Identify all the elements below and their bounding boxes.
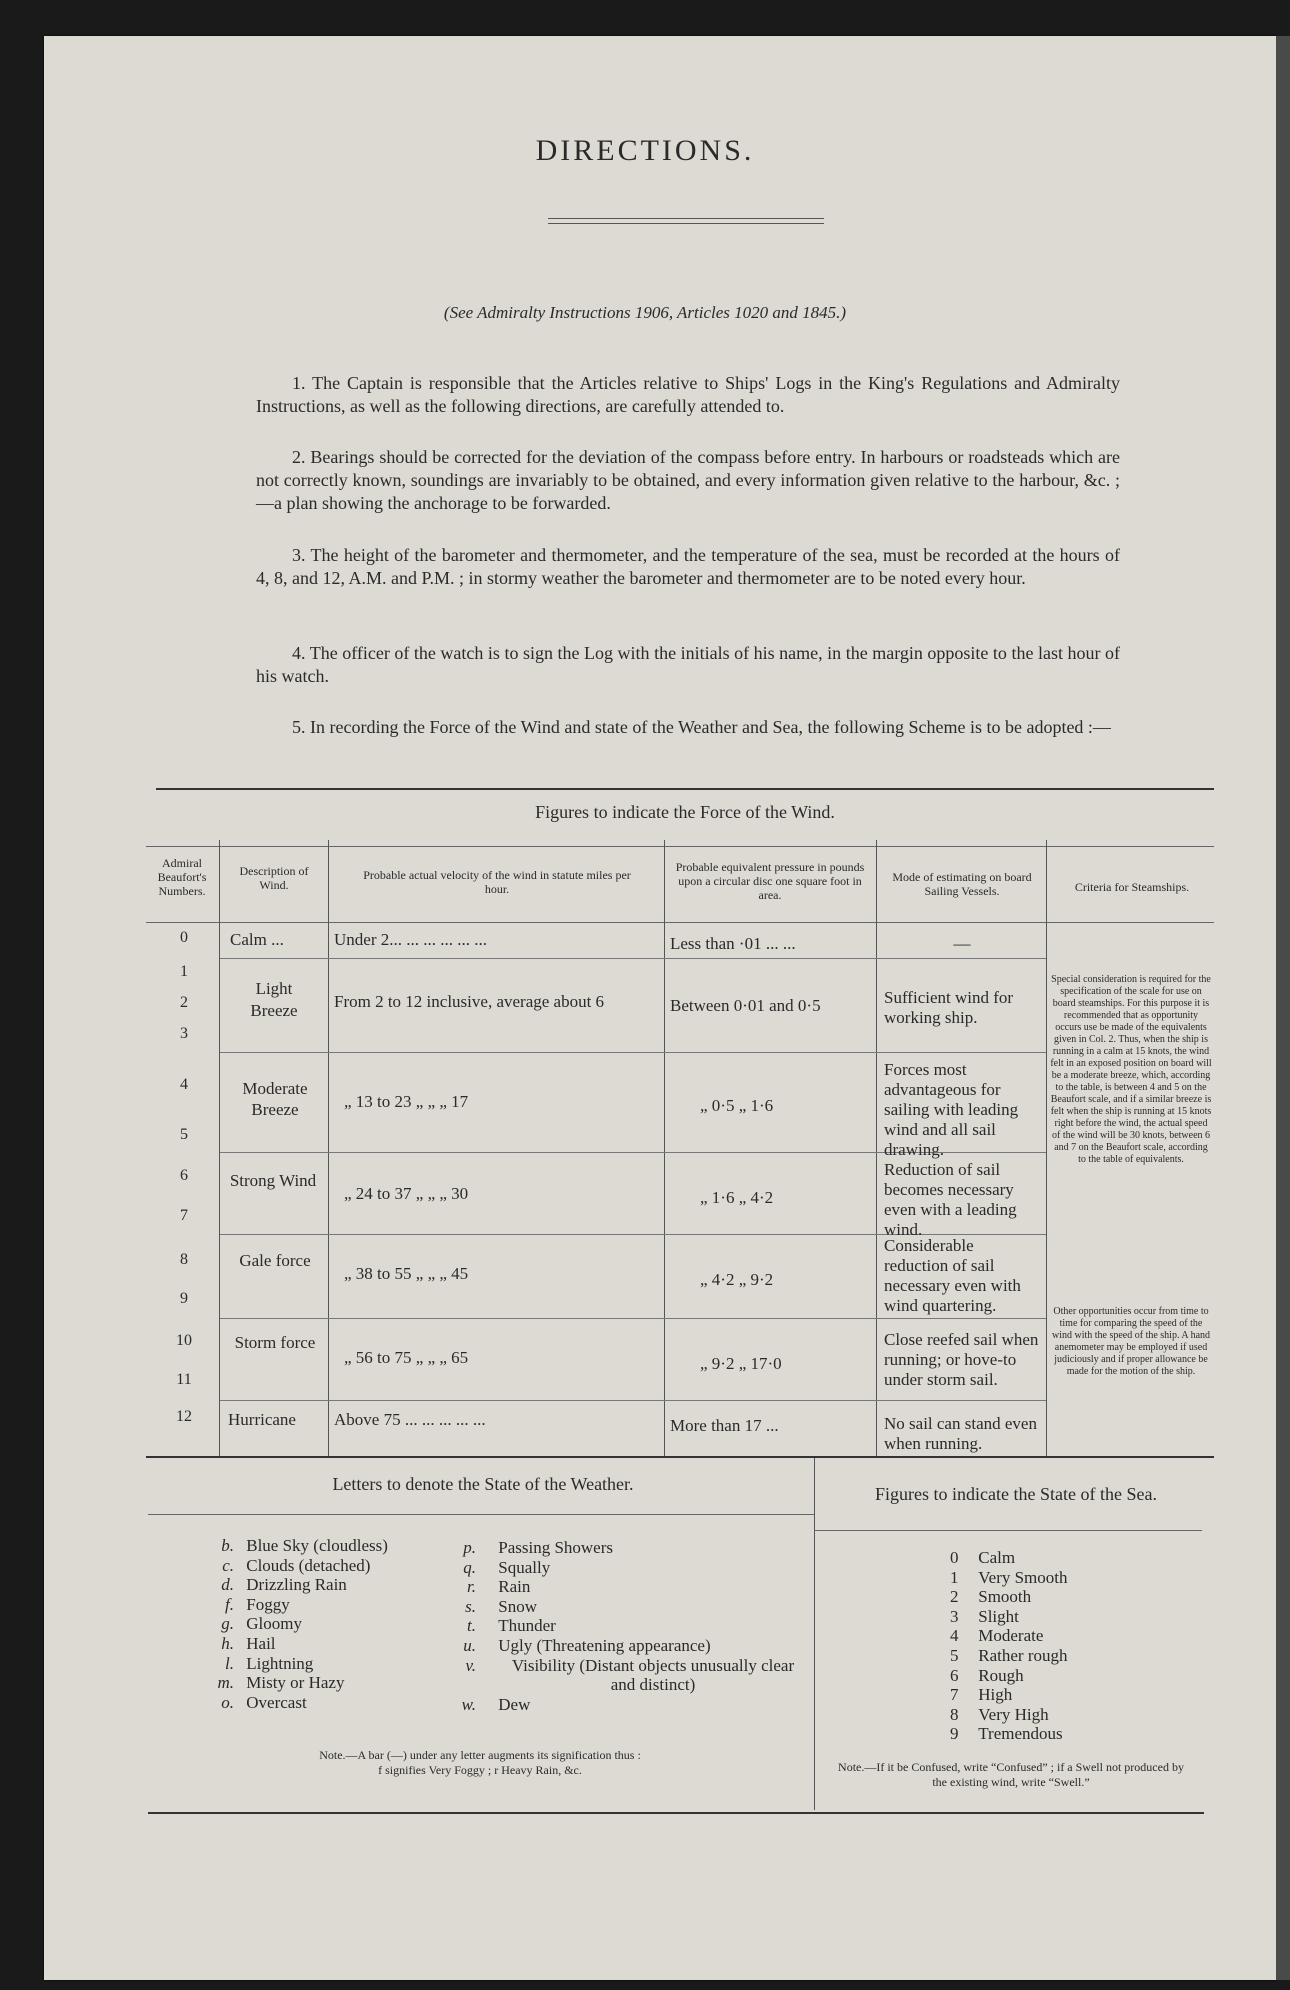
paragraph-4: 4. The officer of the watch is to sign the Log with the initials of his name, in the margin opposite to the last hour of his watch. bbox=[256, 643, 1120, 686]
sea-note: Note.—If it be Confused, write “Confused” ; if a Swell not produced by the existing wind, write “Swell.” bbox=[838, 1760, 1184, 1789]
list-item: d. Drizzling Rain bbox=[221, 1575, 347, 1595]
beaufort-number: 3 bbox=[180, 1025, 188, 1042]
list-item: s. Snow bbox=[465, 1596, 537, 1616]
wind-mode: Forces most advantageous for sailing with leading wind and all sail drawing. bbox=[884, 1060, 1019, 1159]
beaufort-number: 4 bbox=[180, 1076, 188, 1093]
beaufort-number: 0 bbox=[180, 929, 188, 946]
list-item: 1 Very Smooth bbox=[950, 1567, 1068, 1587]
wind-mode: No sail can stand even when running. bbox=[884, 1414, 1037, 1453]
wind-pressure: „ 1·6 „ 4·2 bbox=[700, 1188, 774, 1207]
wind-pressure: „ 9·2 „ 17·0 bbox=[700, 1354, 782, 1373]
beaufort-number: 2 bbox=[180, 994, 188, 1011]
wind-mode: Considerable reduction of sail necessary even with wind quartering. bbox=[884, 1236, 1021, 1315]
bottom-rule bbox=[148, 1812, 1204, 1814]
beaufort-number: 12 bbox=[176, 1408, 192, 1425]
list-item: 2 Smooth bbox=[950, 1587, 1032, 1607]
list-item: g. Gloomy bbox=[221, 1614, 302, 1634]
list-item: 0 Calm bbox=[950, 1548, 1016, 1567]
list-item: 6 Rough bbox=[950, 1665, 1024, 1685]
list-item: o. Overcast bbox=[221, 1692, 307, 1712]
list-item: 9 Tremendous bbox=[950, 1724, 1063, 1744]
wind-description: Strong Wind bbox=[229, 1171, 317, 1190]
list-item: q. Squally bbox=[463, 1557, 551, 1577]
wind-pressure: Less than ·01 ... ... bbox=[670, 934, 796, 953]
wind-velocity: „ 24 to 37 „ „ „ 30 bbox=[344, 1184, 469, 1203]
list-item: b. Blue Sky (cloudless) bbox=[221, 1536, 388, 1555]
title-double-rule bbox=[548, 218, 824, 224]
weather-list-left bbox=[200, 1536, 430, 1712]
list-item: 7 High bbox=[950, 1685, 1013, 1705]
beaufort-number: 6 bbox=[180, 1167, 188, 1184]
subtitle: (See Admiralty Instructions 1906, Articles 1020 and 1845.) bbox=[443, 303, 847, 322]
list-item: f. Foggy bbox=[225, 1594, 290, 1614]
wind-velocity: „ 56 to 75 „ „ „ 65 bbox=[344, 1348, 469, 1367]
paragraph-5: 5. In recording the Force of the Wind and state of the Weather and Sea, the following Scheme is to be adopted :— bbox=[292, 717, 1111, 737]
wind-mode: Sufficient wind for working ship. bbox=[884, 988, 1014, 1027]
criteria-text-2: Other opportunities occur from time to time for comparing the speed of the wind with the speed of the ship. A hand anemometer may be employed if used judiciously and if proper allowance be made for the motion of the ship. bbox=[1051, 1306, 1211, 1377]
weather-list-right bbox=[452, 1538, 812, 1714]
list-item: 8 Very High bbox=[950, 1704, 1049, 1724]
wind-velocity: Under 2... ... ... ... ... ... bbox=[334, 930, 487, 949]
paragraph-3: 3. The height of the barometer and thermometer, and the temperature of the sea, must be recorded at the hours of 4, 8, and 12, A.M. and P.M. ; in stormy weather the barometer and thermometer are to be noted every hour. bbox=[256, 545, 1120, 588]
list-item: c. Clouds (detached) bbox=[222, 1555, 371, 1575]
table-top-rule bbox=[156, 788, 1214, 790]
sea-list bbox=[950, 1548, 1190, 1744]
list-item: r. Rain bbox=[467, 1577, 531, 1597]
wind-pressure: „ 0·5 „ 1·6 bbox=[700, 1096, 774, 1115]
list-item: 5 Rather rough bbox=[950, 1645, 1068, 1665]
wind-description: Storm force bbox=[234, 1333, 316, 1352]
list-item: 3 Slight bbox=[950, 1606, 1019, 1626]
header-description: Description of Wind. bbox=[239, 864, 309, 892]
list-item: l. Lightning bbox=[225, 1653, 314, 1673]
list-item: u. Ugly (Threatening appearance) bbox=[463, 1635, 711, 1655]
wind-velocity: „ 13 to 23 „ „ „ 17 bbox=[344, 1092, 469, 1111]
beaufort-number: 7 bbox=[180, 1207, 188, 1224]
list-item: h. Hail bbox=[221, 1633, 276, 1653]
wind-description: Light Breeze bbox=[250, 979, 298, 1020]
beaufort-number: 5 bbox=[180, 1126, 188, 1143]
list-item: 4 Moderate bbox=[950, 1626, 1044, 1646]
wind-pressure: „ 4·2 „ 9·2 bbox=[700, 1270, 774, 1289]
header-mode: Mode of estimating on board Sailing Vessels. bbox=[892, 870, 1032, 898]
criteria-text-1: Special consideration is required for the specification of the scale for use on board steamships. For this purpose it is recommended that as opportunity occurs use be made of the equivalents given in Col. 2. Thus, when the ship is running in a calm at 15 knots, the wind felt in an exposed position on board will be a moderate breeze, which, according to the table, is between 4 and 5 on the Beaufort scale, and if a similar breeze is felt when the ship is running at 15 knots right before the wind, the actual speed of the wind will be 30 knots, between 6 and 7 on the Beaufort scale, according to the table of equivalents. bbox=[1050, 974, 1212, 1165]
binding-edge bbox=[1276, 36, 1290, 1980]
wind-description: Gale force bbox=[239, 1251, 311, 1270]
wind-table-caption: Figures to indicate the Force of the Wind. bbox=[535, 802, 835, 822]
header-velocity: Probable actual velocity of the wind in statute miles per hour. bbox=[363, 868, 631, 896]
sea-caption: Figures to indicate the State of the Sea. bbox=[875, 1484, 1157, 1504]
wind-description: Moderate Breeze bbox=[242, 1079, 308, 1119]
header-criteria: Criteria for Steamships. bbox=[1074, 880, 1190, 894]
wind-description: Calm ... bbox=[230, 930, 284, 949]
beaufort-number: 8 bbox=[180, 1251, 188, 1268]
wind-velocity: From 2 to 12 inclusive, average about 6 bbox=[334, 992, 605, 1011]
weather-caption: Letters to denote the State of the Weather. bbox=[332, 1474, 634, 1494]
list-item: v. Visibility (Distant objects unusually clear and distinct) bbox=[465, 1655, 795, 1695]
list-item: p. Passing Showers bbox=[463, 1538, 614, 1557]
paragraph-1: 1. The Captain is responsible that the Articles relative to Ships' Logs in the King's Regulations and Admiralty Instructions, as well as the following directions, are carefully attended to. bbox=[256, 373, 1120, 416]
beaufort-number: 9 bbox=[180, 1290, 188, 1307]
wind-pressure: Between 0·01 and 0·5 bbox=[670, 996, 821, 1015]
list-item: t. Thunder bbox=[467, 1616, 556, 1636]
list-item: w. Dew bbox=[461, 1694, 531, 1714]
beaufort-number: 11 bbox=[176, 1371, 192, 1388]
wind-velocity: Above 75 ... ... ... ... ... bbox=[334, 1410, 486, 1429]
wind-velocity: „ 38 to 55 „ „ „ 45 bbox=[344, 1264, 469, 1283]
wind-mode: Reduction of sail becomes necessary even with a leading wind. bbox=[884, 1160, 1017, 1239]
paragraph-2: 2. Bearings should be corrected for the deviation of the compass before entry. In harbours or roadsteads which are not correctly known, soundings are invariably to be obtained, and every information given relative to the harbour, &c. ;—a plan showing the anchorage to be forwarded. bbox=[256, 447, 1120, 513]
beaufort-number: 1 bbox=[180, 963, 188, 980]
header-pressure: Probable equivalent pressure in pounds upon a circular disc one square foot in area. bbox=[675, 860, 865, 902]
wind-description: Hurricane bbox=[228, 1410, 296, 1429]
page-title: DIRECTIONS. bbox=[535, 134, 755, 167]
header-beaufort: Admiral Beaufort's Numbers. bbox=[157, 856, 207, 898]
wind-mode: Close reefed sail when running; or hove-to under storm sail. bbox=[884, 1330, 1039, 1389]
beaufort-number: 10 bbox=[176, 1332, 192, 1349]
list-item: m. Misty or Hazy bbox=[217, 1673, 345, 1693]
wind-mode: — bbox=[953, 934, 971, 953]
wind-pressure: More than 17 ... bbox=[670, 1416, 779, 1435]
weather-note: Note.—A bar (—) under any letter augments its signification thus : f signifies Very Foggy ; r Heavy Rain, &c. bbox=[319, 1748, 641, 1777]
